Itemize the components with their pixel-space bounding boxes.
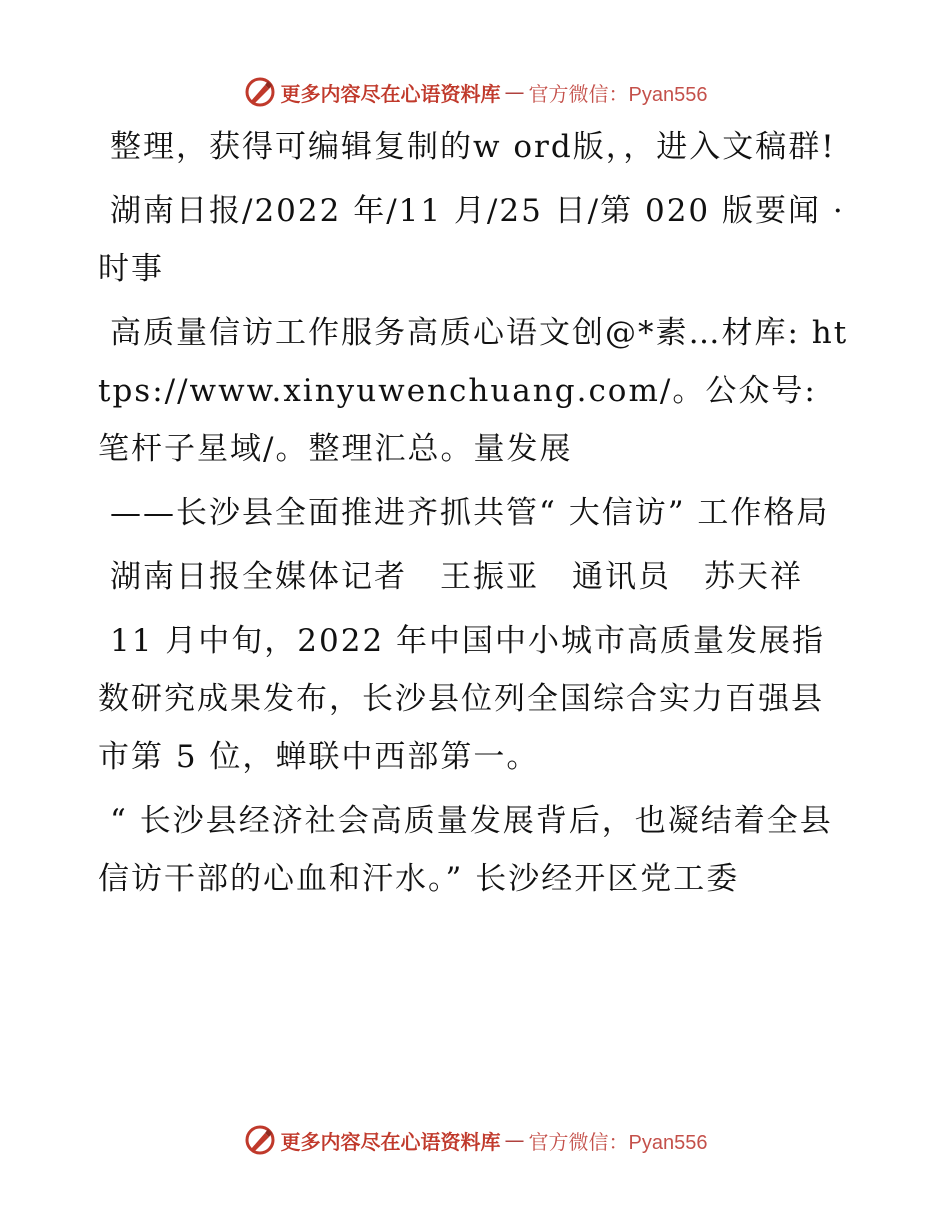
paragraph-intro: 整理，获得可编辑复制的w ord版，，进入文稿群! bbox=[110, 129, 836, 165]
paragraph-subheadline: ——长沙县全面推进齐抓共管“ 大信访” 工作格局 bbox=[110, 495, 830, 531]
paragraph-byline: 湖南日报全媒体记者 王振亚 通讯员 苏天祥 bbox=[110, 559, 803, 595]
banner-wechat-text: 官方微信：Pyan556 bbox=[528, 1131, 708, 1154]
banner-site-text: 更多内容尽在心语资料库 bbox=[280, 81, 501, 106]
paragraph-body-1: 11 月中旬，2022 年中国中小城市高质量发展指数研究成果发布，长沙县位列全国综合实力百强县市第 5 位，蝉联中西部第一。 bbox=[98, 623, 826, 775]
paragraph-source: 湖南日报/2022 年/11 月/25 日/第 020 版要闻 · 时事 bbox=[98, 193, 845, 287]
document-body bbox=[98, 118, 850, 914]
banner-site-text: 更多内容尽在心语资料库 bbox=[280, 1129, 501, 1154]
banner-wechat-text: 官方微信：Pyan556 bbox=[528, 83, 708, 106]
paragraph-headline: 高质量信访工作服务高质心语文创@*素…材库: https://www.xinyuwenchuang.com/。公众号: 笔杆子星域/。整理汇总。量发展 bbox=[98, 315, 849, 467]
paragraph-body-2: “ 长沙县经济社会高质量发展背后，也凝结着全县信访干部的心血和汗水。” 长沙经开区党工委 bbox=[98, 803, 833, 897]
banner-dash: — bbox=[504, 1128, 525, 1152]
pen-logo-icon bbox=[243, 1123, 277, 1157]
footer-banner bbox=[0, 1120, 950, 1160]
header-banner bbox=[0, 72, 950, 112]
banner-dash: — bbox=[504, 80, 525, 104]
pen-logo-icon bbox=[243, 75, 277, 109]
